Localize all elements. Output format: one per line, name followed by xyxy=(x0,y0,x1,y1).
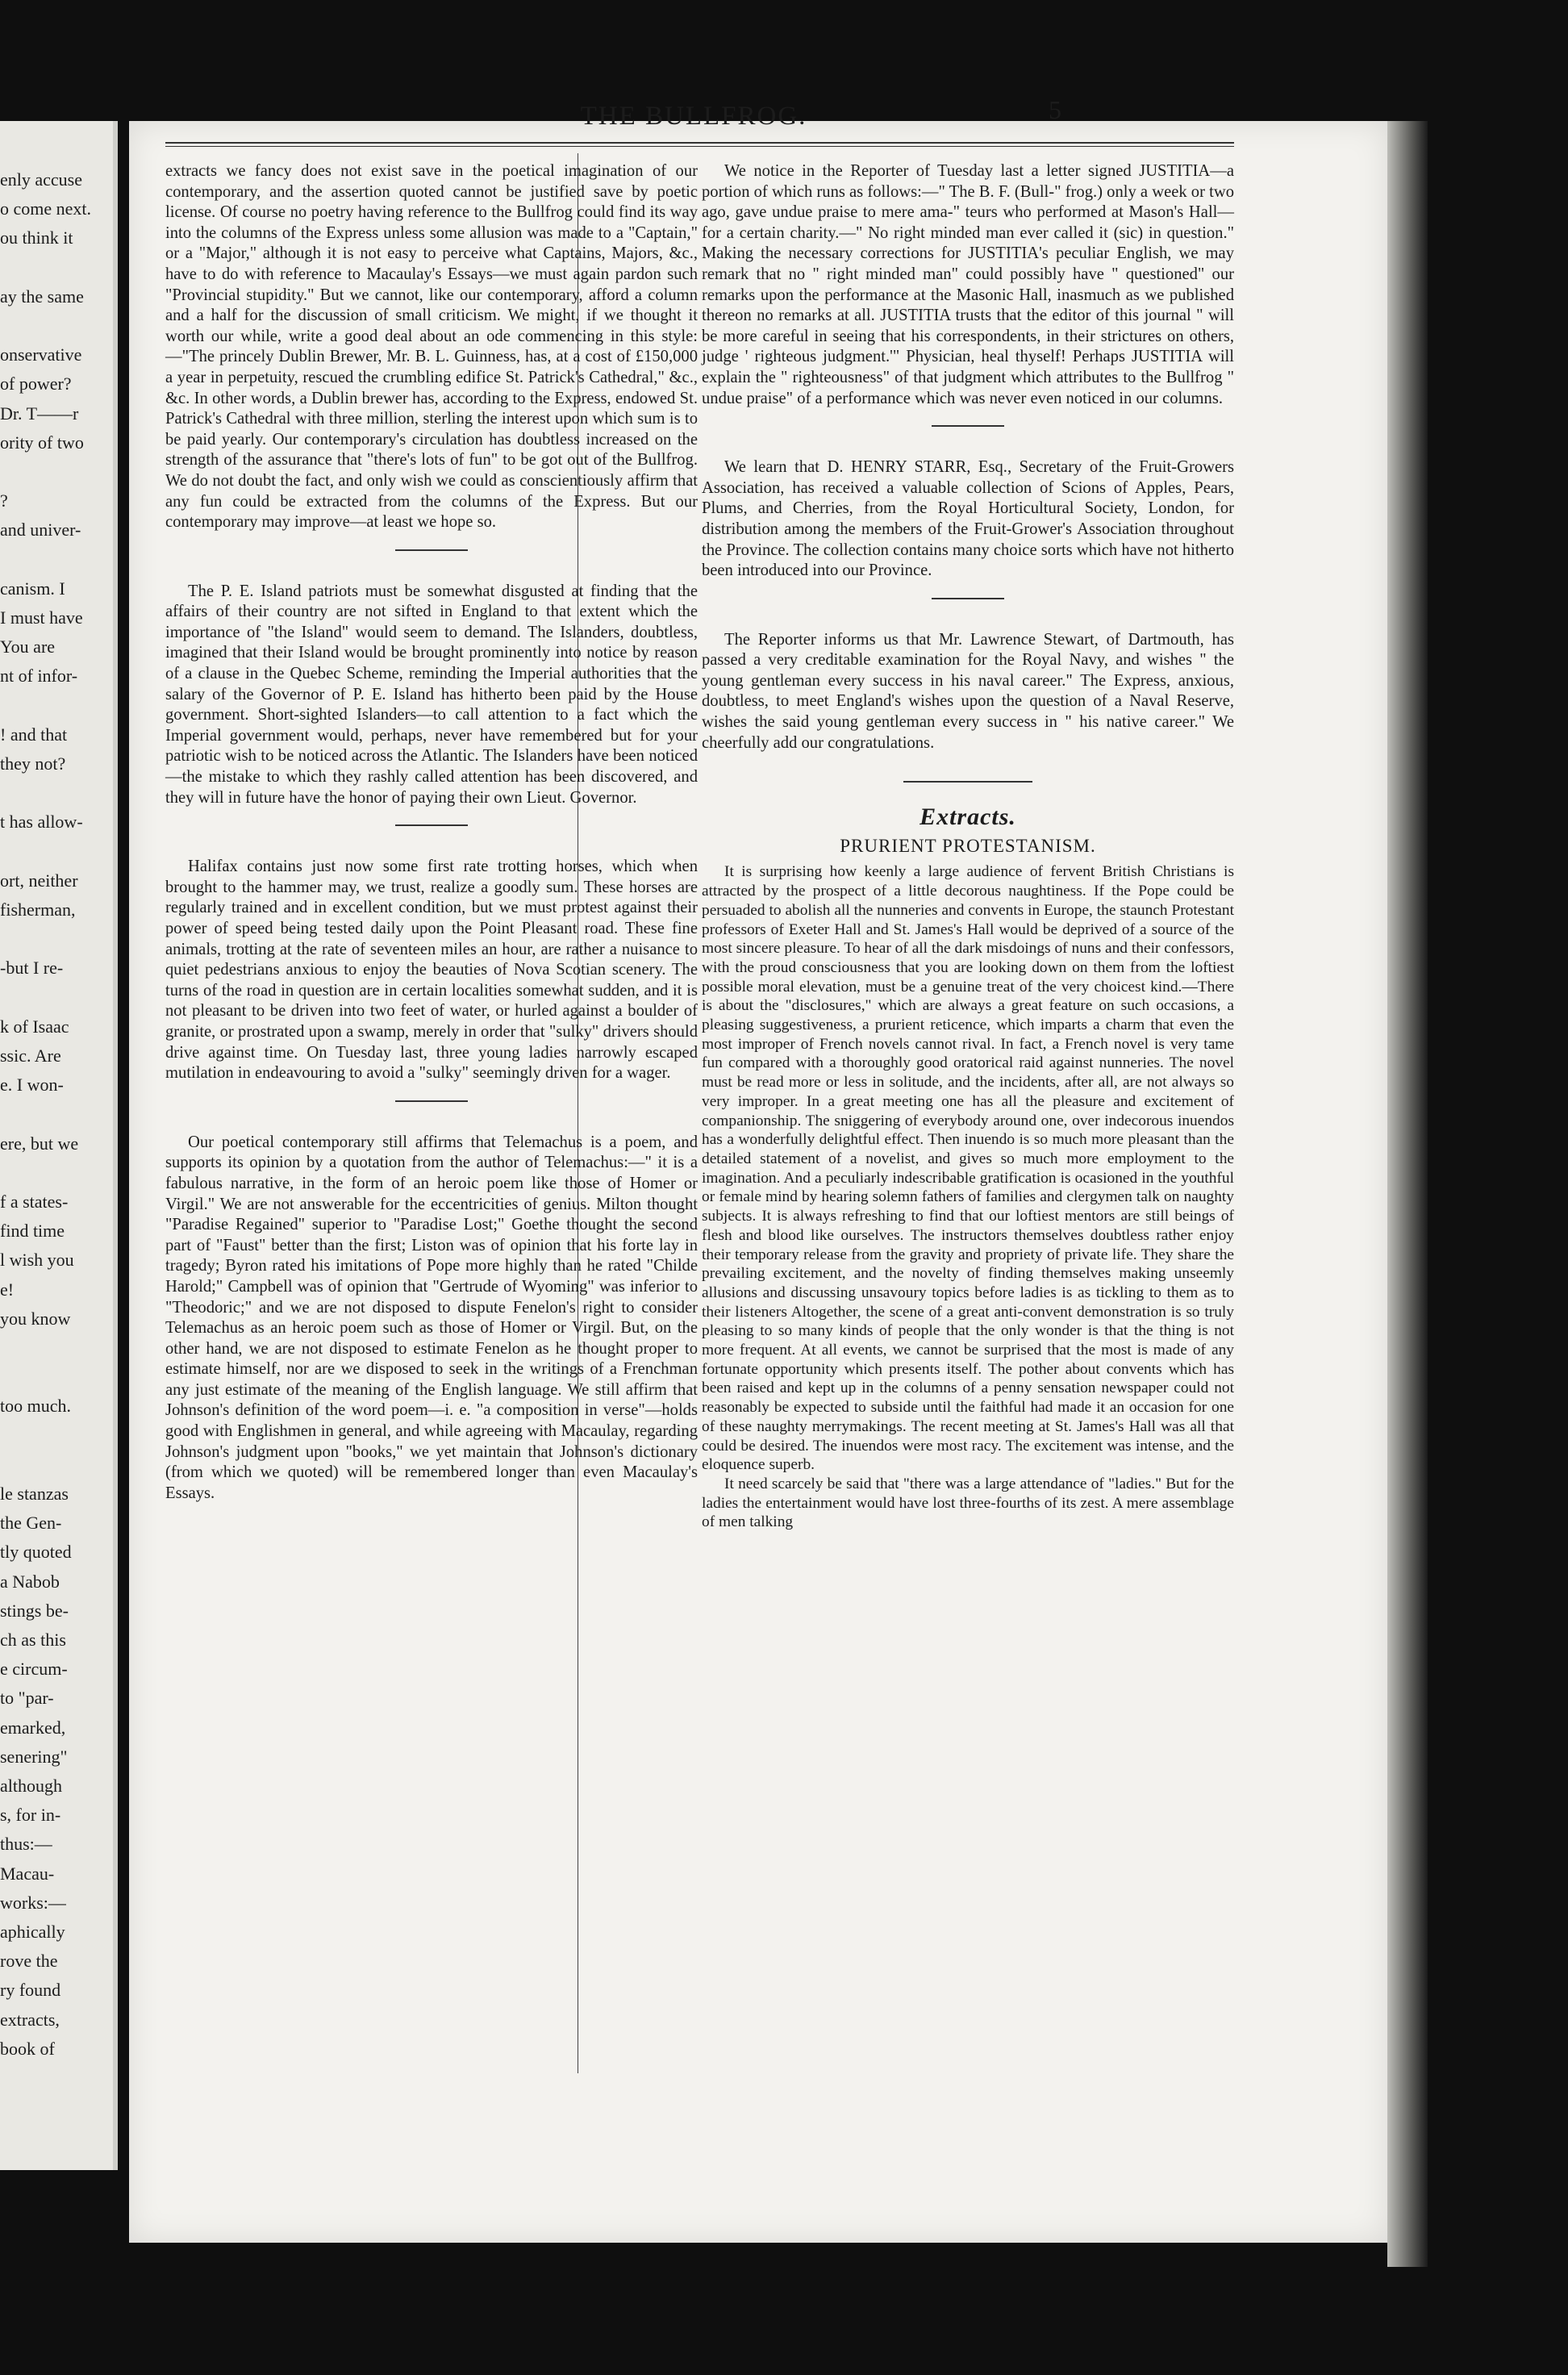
facing-page-line: onservative xyxy=(0,344,82,365)
facing-page-line: ority of two xyxy=(0,432,84,453)
facing-page-line: Dr. T——r xyxy=(0,403,79,424)
article-separator xyxy=(932,425,1004,427)
facing-page-line: the Gen- xyxy=(0,1513,62,1534)
header-rule xyxy=(165,142,1234,144)
facing-page-line: to "par- xyxy=(0,1688,54,1709)
article-express-poetry: extracts we fancy does not exist save in the poetical imagination of our contemporary, and the assertion quoted cannot be justified save by poetic license. Of course no poetry having reference to the Bullfrog could find its way into the columns of the Express unless some allusion was made to a "Captain," or a "Major," although it is not easy to perceive what Captains, Majors, &c., have to do with reference to Macaulay's Essays—we must again pardon such "Provincial stupidity." But we cannot, like our contemporary, afford a column and a half for the discussion of small criticism. We might, if we thought it worth our while, write a good deal about an ode commencing in this style:—"The princely Dublin Brewer, Mr. B. L. Guinness, has, at a cost of £150,000 a year in perpetuity, rescued the crumbling edifice St. Patrick's Cathedral," &c., &c. In other words, a Dublin brewer has, according to the Express, endowed St. Patrick's Cathedral with three million, sterling the interest upon which sum is to be paid yearly. Our contemporary's circulation has doubtless increased on the strength of the assurance that "there's lots of fun" to be got out of the Bullfrog. We do not doubt the fact, and only wish we could as conscientiously affirm that any fun could be extracted from the columns of the Express. But our contemporary may improve—at least we hope so. xyxy=(165,162,698,532)
facing-page-line: aphically xyxy=(0,1922,65,1942)
article-separator xyxy=(932,598,1004,599)
header-rule-thin xyxy=(165,146,1234,147)
facing-page-line: canism. I xyxy=(0,578,65,599)
facing-page-line: ort, neither xyxy=(0,870,78,891)
facing-page-line: t has allow- xyxy=(0,812,83,833)
facing-page-line: l wish you xyxy=(0,1250,74,1271)
facing-page-line: ou think it xyxy=(0,227,73,248)
facing-page-line: too much. xyxy=(0,1396,71,1417)
article-separator xyxy=(395,824,468,826)
facing-page-line: ssic. Are xyxy=(0,1046,61,1066)
page-edge-shadow xyxy=(1387,121,1428,2267)
article-telemachus: Our poetical contemporary still affirms that Telemachus is a poem, and supports its opinion by a quotation from the author of Telemachus:—" it is a fabulous narrative, in the form of an heroic poem like those of Homer or Virgil." We are not answerable for the eccentricities of genius. Milton thought "Paradise Regained" superior to "Paradise Lost;" Goethe thought the second part of "Faust" better than the first; Liston was of opinion that his forte lay in tragedy; Byron rated his imitations of Pope more highly than he rated "Childe Harold;" Campbell was of opinion that "Gertrude of Wyoming" was inferior to "Theodoric;" and we are not disposed to dispute Fenelon's right to consider Telemachus as an heroic poem such as those of Homer or Virgil. But, on the other hand, we are not disposed to estimate Fenelon as he thought proper to estimate himself, nor are we disposed to seek in the writings of a Frenchman any just estimate of the meaning of the English language. We still affirm that Johnson's definition of the word poem—i. e. "a composition in verse"—holds good with Englishmen in general, and while agreeing with Macaulay, regarding Johnson's judgment upon "books," we yet maintain that Johnson's dictionary (from which we quoted) will be remembered longer than even Macaulay's Essays. xyxy=(165,1133,698,1502)
facing-page-line: enly accuse xyxy=(0,169,82,190)
facing-page-line: stings be- xyxy=(0,1600,69,1621)
facing-page-line: senering" xyxy=(0,1746,68,1767)
facing-page-fragment xyxy=(0,121,118,2170)
facing-page-line: o come next. xyxy=(0,198,92,219)
facing-page-line: fisherman, xyxy=(0,899,76,920)
article-prurient-protestanism: It is surprising how keenly a large audience of fervent British Christians is attracted by the prospect of a little decorous naughtiness. If the Pope could be persuaded to abolish all the nunneries and convents in Europe, the staunch Protestant professors of Exeter Hall and St. James's Hall would be deprived of a source of the most sincere pleasure. To hear of all the dark misdoings of nuns and their confessors, with the proud consciousness that you are looking down on them from the loftiest possible moral elevation, must be a genuine treat of the very choicest kind.—There is about the "disclosures," which are always a great feature on such occasions, a pleasing suggestiveness, a prurient reticence, which imparts a charm that even the most improper of French novels cannot rival. In fact, a French novel is very tame fun compared with a thoroughly good oratorical raid against nunneries. The novel must be read more or less in solitude, and the incidents, after all, are not always so very improper. In a great meeting one has all the pleasure and excitement of companionship. The sniggering of everybody around one, over indecorous inuendos has a wonderfully delightful effect. Then inuendo is so much more pleasant than the detailed statement of a novelist, and gives so much more employment to the imagination. And a peculiarly indescribable gratification is ocasioned in the youthful or female mind by hearing solemn fathers of families and clergymen talk on naughty subjects. It is always refreshing to find that our loftiest mentors are still beings of flesh and blood like ourselves. The instructors themselves doubtless rather enjoy their temporary release from the gravity and propriety of private life. They share the prevailing excitement, and the novelty of finding themselves making unseemly allusions and discussing unsavoury topics before ladies is as tickling to them as to their listeners Altogether, the scene of a great anti-convent demonstration is so truly pleasing to so many kinds of people that the only wonder is that the thing is not more frequent. At all events, we cannot be surprised that the most is made of any fortunate opportunity which presents itself. The pother about convents which has been raised and kept up in the columns of a penny sensation newspaper could not reasonably be expected to subside until the faithful had made it an occasion for one of these naughty merrymakings. The recent meeting at St. James's Hall was all that could be desired. The inuendos were most racy. The excitement was intense, and the eloquence superb. xyxy=(702,863,1234,1474)
facing-page-line: ch as this xyxy=(0,1630,66,1650)
article-trotting-horses: Halifax contains just now some first rate trotting horses, which when brought to the hammer may, we trust, realize a goodly sum. These horses are regularly trained and in excellent condition, but we must protest against their power of speed being tested daily upon the Point Pleasant road. These fine animals, trotting at the rate of seventeen miles an hour, are rather a nuisance to quiet pedestrians anxious to enjoy the beauties of Nova Scotian scenery. The turns of the road in question are in certain localities somewhat sudden, and it is not pleasant to be driven into two feet of water, or hurled against a boulder of granite, or prostrated upon a swamp, merely in order that "sulky" drivers should drive against time. On Tuesday last, three young ladies narrowly escaped mutilation in endeavouring to avoid a "sulky" seemingly driven for a wager. xyxy=(165,858,698,1083)
article-justitia-letter: We notice in the Reporter of Tuesday last a letter signed JUSTITIA—a portion of which runs as follows:—" The B. F. (Bull-" frog.) only a week or two ago, gave undue praise to mere ama-" teurs who performed at Mason's Hall—for a certain charity.—" No right minded man ever called it (sic) in question." Making the necessary corrections for JUSTITIA's peculiar English, we may remark that no " right minded man" could possibly have " questioned" our remarks upon the performance at the Masonic Hall, inasmuch as we published thereon no remarks at all. JUSTITIA trusts that the editor of this journal " will be more careful in seeing that his correspondents, in their strictures on others, judge ' righteous judgment.'" Physician, heal thyself! Perhaps JUSTITIA will explain the " righteousness" of that judgment which attributes to the Bullfrog " undue praise" of a performance which was never even noticed in our columns. xyxy=(702,162,1234,407)
facing-page-line: you know xyxy=(0,1308,71,1329)
facing-page-line: book of xyxy=(0,2038,55,2059)
section-separator xyxy=(903,781,1032,783)
facing-page-line: e. I won- xyxy=(0,1075,64,1096)
facing-page-line: ! and that xyxy=(0,724,68,745)
facing-page-line: ere, but we xyxy=(0,1133,79,1154)
facing-page-line: You are xyxy=(0,637,56,657)
facing-page-line: nt of infor- xyxy=(0,666,78,687)
facing-page-line: le stanzas xyxy=(0,1484,69,1504)
facing-page-line: -but I re- xyxy=(0,958,64,979)
facing-page-line: tly quoted xyxy=(0,1542,72,1563)
facing-page-line: find time xyxy=(0,1221,65,1242)
facing-page-line: Macau- xyxy=(0,1863,55,1884)
article-prurient-protestanism-cont: It need scarcely be said that "there was a large attendance of "ladies." But for the ladies the entertainment would have lost three-fourths of its zest. A mere assemblage of men talking xyxy=(702,1475,1234,1531)
facing-page-line: thus:— xyxy=(0,1834,52,1855)
facing-page-line: they not? xyxy=(0,753,66,774)
facing-page-line: and univer- xyxy=(0,520,81,541)
facing-page-line: ay the same xyxy=(0,286,84,307)
facing-page-line: extracts, xyxy=(0,2009,60,2030)
page-number: 5 xyxy=(1049,95,1061,124)
article-separator xyxy=(395,1100,468,1102)
running-title: THE BULLFROG. xyxy=(580,102,807,131)
right-column xyxy=(702,161,1234,1532)
facing-page-line: f a states- xyxy=(0,1192,69,1212)
facing-page-line: ? xyxy=(0,490,8,511)
article-pei-patriots: The P. E. Island patriots must be somewhat disgusted at finding that the affairs of their country are not sifted in England to that extent which the importance of "the Island" would seem to demand. The Islanders, doubtless, imagined that their Island would be brought prominently into notice by reason of a clause in the Quebec Scheme, reminding the Imperial authorities that the salary of the Governor of P. E. Island has hitherto been paid by the House government. Short-sighted Islanders—to call attention to a fact which the Imperial government would, perhaps, never have remembered but for your patriotic wish to be noticed across the Atlantic. The Islanders have been noticed—the mistake to which they rashly called attention has been discovered, and they will in future have the honor of paying their own Lieut. Governor. xyxy=(165,582,698,807)
facing-page-line: e circum- xyxy=(0,1659,68,1680)
facing-page-line: s, for in- xyxy=(0,1805,61,1826)
section-title-extracts: Extracts. xyxy=(920,803,1016,831)
left-column xyxy=(165,161,698,1504)
article-fruit-growers: We learn that D. HENRY STARR, Esq., Secretary of the Fruit-Growers Association, has received a valuable collection of Scions of Apples, Pears, Plums, and Cherries, from the Royal Horticultural Society, London, for distribution among the members of the Fruit-Grower's Association throughout the Province. The collection contains many choice sorts which have not hitherto been introduced into our Province. xyxy=(702,458,1234,580)
facing-page-line: I must have xyxy=(0,607,83,628)
article-title: PRURIENT PROTESTANISM. xyxy=(840,835,1096,856)
facing-page-line: emarked, xyxy=(0,1717,66,1738)
facing-page-line: a Nabob xyxy=(0,1571,60,1592)
facing-page-line: although xyxy=(0,1776,62,1796)
facing-page-line: rove the xyxy=(0,1951,58,1972)
article-lawrence-stewart: The Reporter informs us that Mr. Lawrence Stewart, of Dartmouth, has passed a very creditable examination for the Royal Navy, and wishes " the young gentleman every success in his naval career." The Express, anxious, doubtless, to meet England's wishes upon the question of a Naval Reserve, wishes the said young gentleman every success in " his native career." We cheerfully add our congratulations. xyxy=(702,630,1234,752)
facing-page-line: works:— xyxy=(0,1892,66,1913)
facing-page-line: ry found xyxy=(0,1980,61,2001)
facing-page-line: e! xyxy=(0,1279,15,1300)
article-separator xyxy=(395,549,468,551)
facing-page-line: of power? xyxy=(0,374,72,394)
facing-page-line: k of Isaac xyxy=(0,1016,69,1037)
